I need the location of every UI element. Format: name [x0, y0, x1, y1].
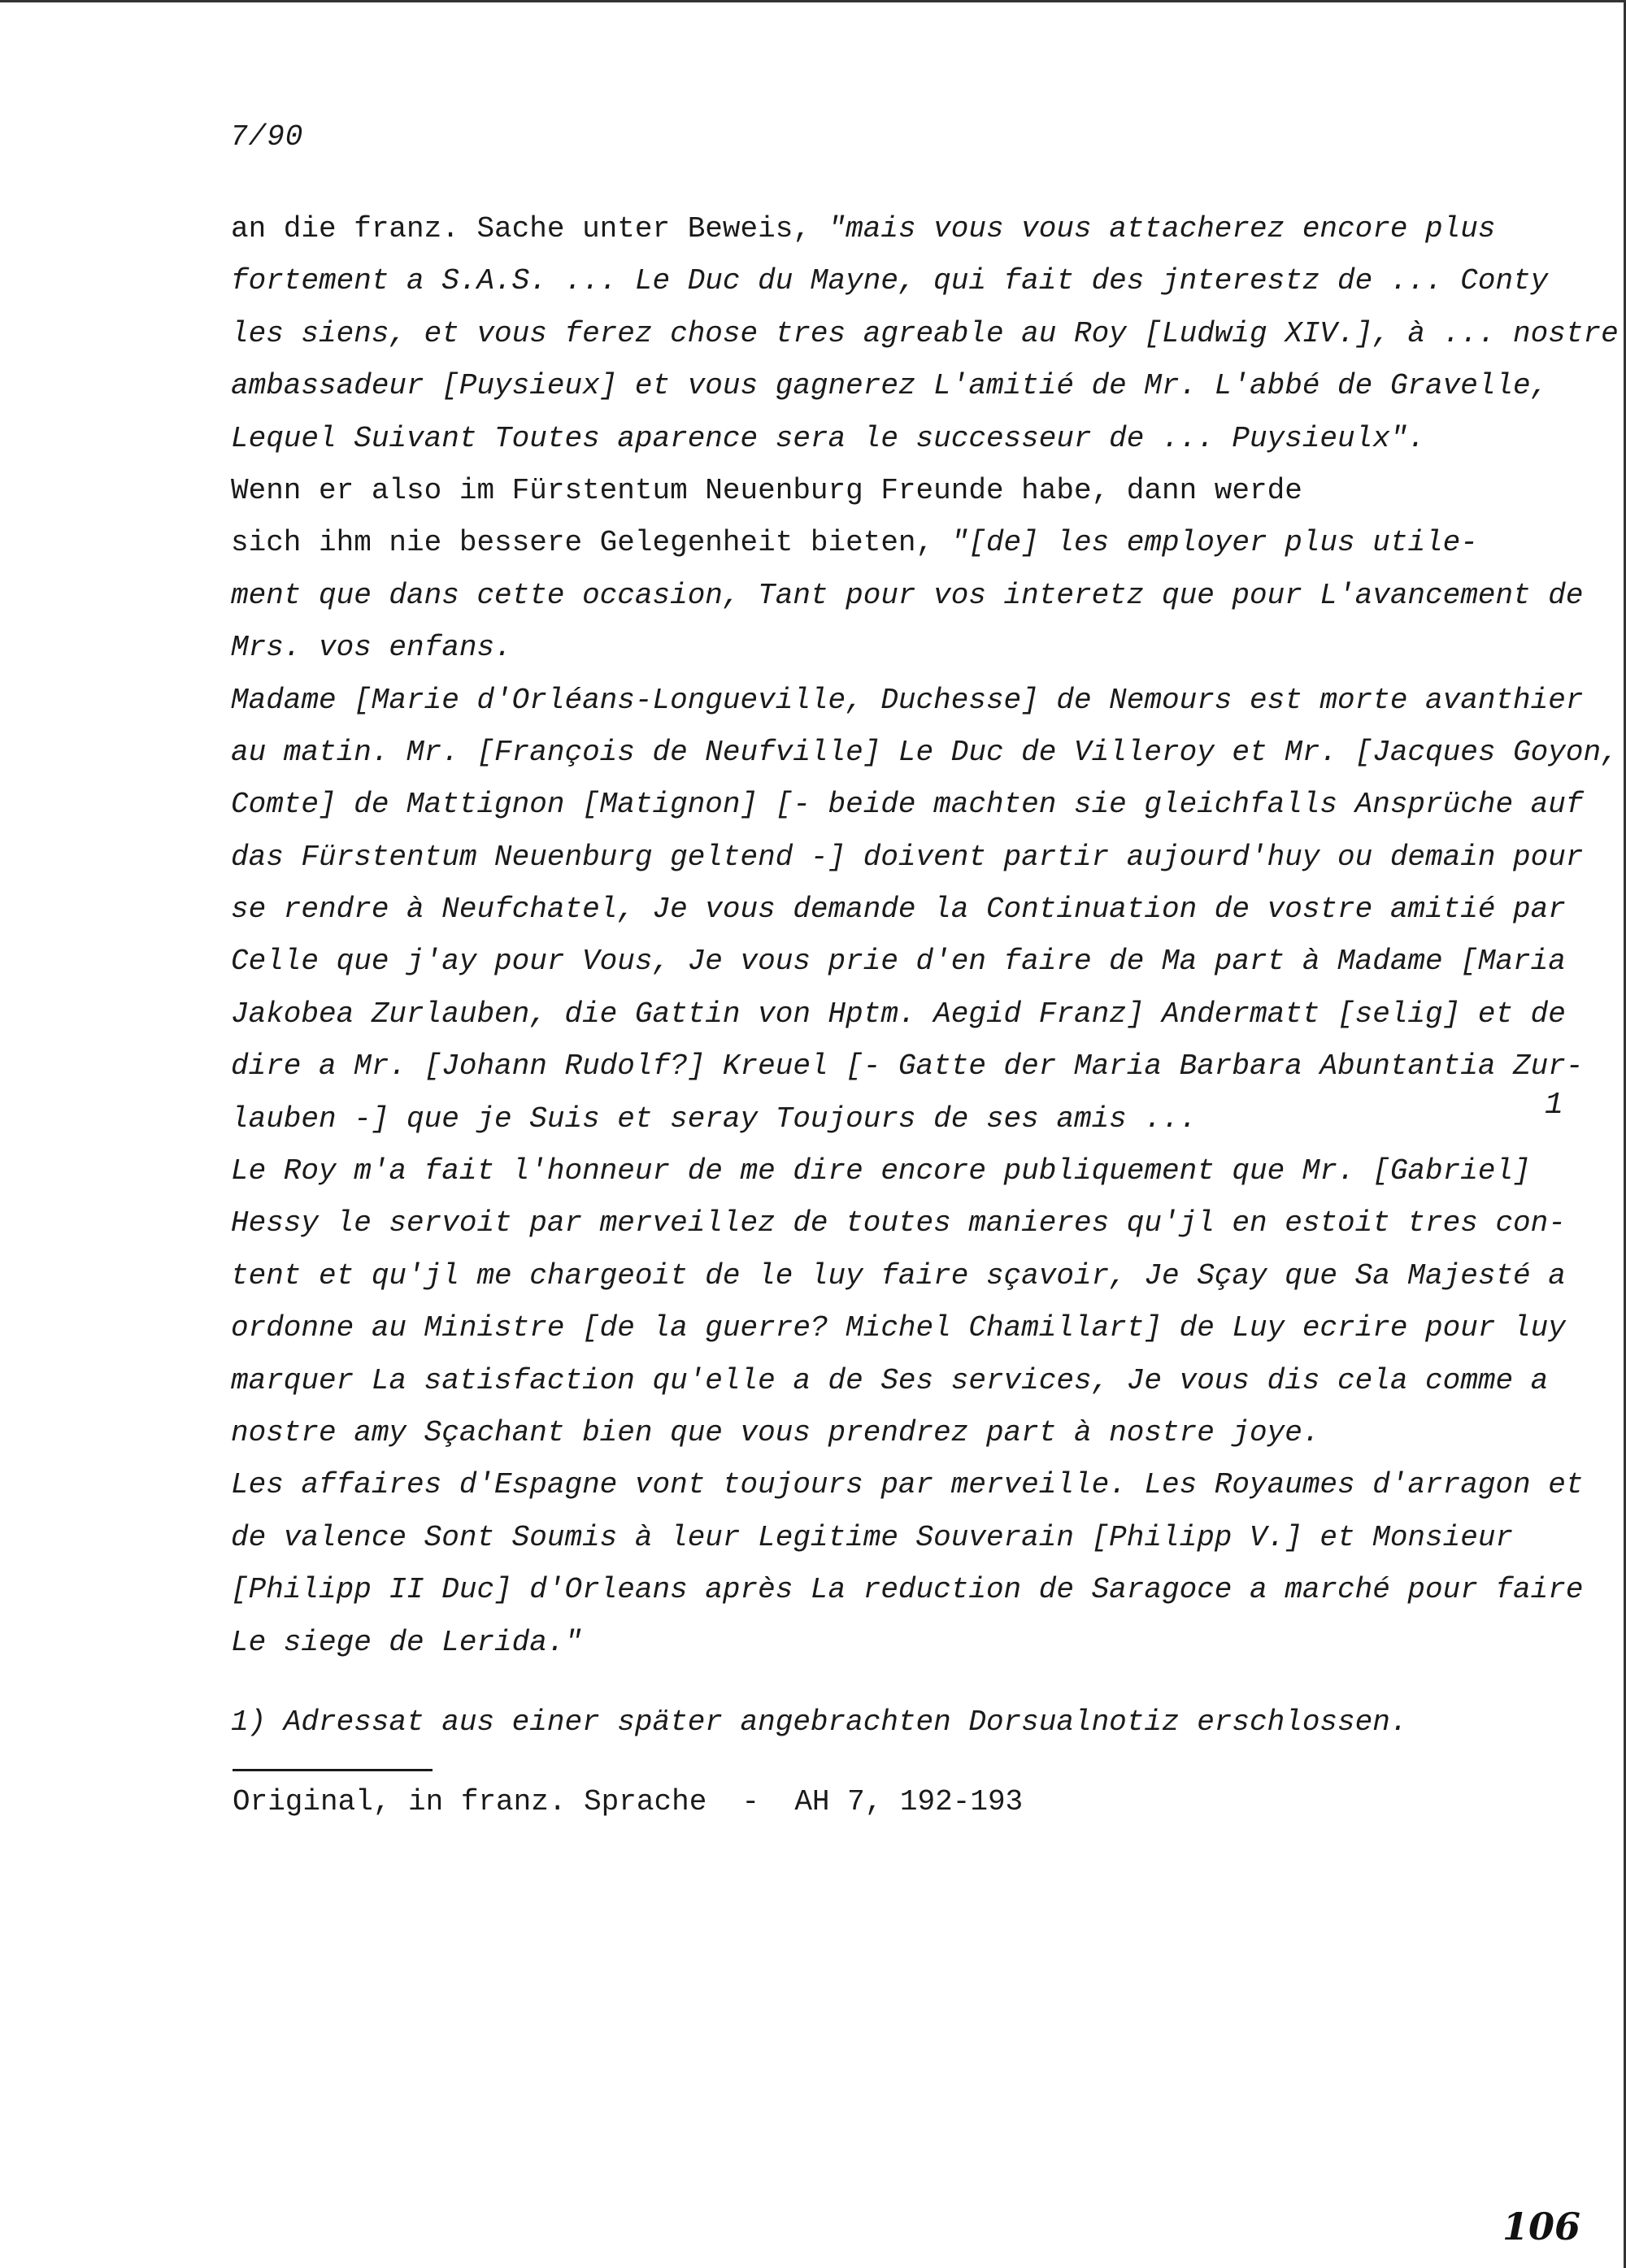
text-segment: an die franz. Sache unter Beweis,	[231, 212, 828, 245]
text-line	[231, 1617, 1532, 1669]
text-line	[231, 832, 1584, 884]
italic-quote-segment: fortement a S.A.S. ... Le Duc du Mayne, qui fait des jnterestz de ... Conty	[231, 264, 1549, 298]
italic-quote-segment: das Fürstentum Neuenburg geltend -] doivent partir aujourd'huy ou demain pour	[231, 840, 1584, 874]
text-line	[231, 1145, 1532, 1197]
text-line	[231, 1250, 1566, 1302]
text-line	[231, 1512, 1532, 1564]
italic-quote-segment: "mais vous vous attacherez encore plus	[828, 212, 1496, 245]
italic-quote-segment: ment que dans cette occasion, Tant pour vos interetz que pour L'avancement de	[231, 578, 1584, 612]
body-text	[231, 203, 1619, 1749]
italic-quote-segment: de valence Sont Soumis à leur Legitime Souverain [Philipp V.] et Monsieur	[231, 1520, 1514, 1554]
text-line	[231, 1407, 1532, 1459]
source-reference: Original, in franz. Sprache - AH 7, 192-193	[233, 1785, 1024, 1818]
italic-quote-segment: 1) Adressat aus einer später angebrachten Dorsualnotiz erschlossen.	[231, 1705, 1408, 1739]
italic-quote-segment: Les affaires d'Espagne vont toujours par merveille. Les Royaumes d'arragon et	[231, 1468, 1584, 1502]
text-line	[231, 1197, 1566, 1249]
text-line	[231, 675, 1584, 727]
italic-quote-segment: ordonne au Ministre [de la guerre? Michel Chamillart] de Luy ecrire pour luy	[231, 1311, 1566, 1345]
margin-footnote-mark: 1	[1545, 1088, 1563, 1123]
text-line	[231, 255, 1549, 307]
text-line	[231, 570, 1584, 622]
text-line	[231, 360, 1549, 412]
text-line	[231, 1697, 1532, 1749]
text-line	[231, 622, 1532, 674]
italic-quote-segment: nostre amy Sçachant bien que vous prendrez part à nostre joye.	[231, 1415, 1320, 1449]
page-border-top	[0, 0, 1626, 2]
text-line	[231, 936, 1566, 988]
text-line	[231, 1459, 1584, 1511]
text-segment: Wenn er also im Fürstentum Neuenburg Freunde habe, dann werde	[231, 473, 1302, 507]
footnote-rule	[233, 1769, 433, 1771]
italic-quote-segment: Le siege de Lerida."	[231, 1625, 583, 1659]
text-line	[231, 203, 1532, 255]
italic-quote-segment: Le Roy m'a fait l'honneur de me dire encore publiquement que Mr. [Gabriel]	[231, 1154, 1531, 1188]
italic-quote-segment: Lequel Suivant Toutes aparence sera le successeur de ... Puysieulx".	[231, 421, 1426, 455]
text-line	[231, 465, 1532, 517]
italic-quote-segment: les siens, et vous ferez chose tres agreable au Roy [Ludwig XIV.], à ... nostre	[231, 316, 1619, 350]
italic-quote-segment: lauben -] que je Suis et seray Toujours de ses amis ...	[231, 1101, 1198, 1136]
text-line	[231, 308, 1619, 360]
handwritten-folio-number: 106	[1502, 2205, 1581, 2248]
italic-quote-segment: Jakobea Zurlauben, die Gattin von Hptm. Aegid Franz] Andermatt [selig] et de	[231, 997, 1566, 1031]
italic-quote-segment: se rendre à Neufchatel, Je vous demande la Continuation de vostre amitié par	[231, 893, 1566, 927]
italic-quote-segment: Mrs. vos enfans.	[231, 631, 512, 665]
italic-quote-segment: Celle que j'ay pour Vous, Je vous prie d'en faire de Ma part à Madame [Maria	[231, 945, 1566, 979]
text-line	[231, 779, 1584, 831]
italic-quote-segment: au matin. Mr. [François de Neufville] Le Duc de Villeroy et Mr. [Jacques Goyon,	[231, 735, 1619, 769]
italic-quote-segment: Madame [Marie d'Orléans-Longueville, Duchesse] de Nemours est morte avanthier	[231, 683, 1584, 717]
text-segment: sich ihm nie bessere Gelegenheit bieten,	[231, 526, 951, 560]
italic-quote-segment: tent et qu'jl me chargeoit de le luy faire sçavoir, Je Sçay que Sa Majesté a	[231, 1258, 1566, 1293]
text-line	[231, 413, 1532, 465]
italic-quote-segment: Hessy le servoit par merveillez de toutes manieres qu'jl en estoit tres con-	[231, 1206, 1566, 1240]
text-line	[231, 884, 1566, 936]
text-line	[231, 1355, 1549, 1407]
page-number: 7/90	[230, 120, 304, 154]
italic-quote-segment: "[de] les employer plus utile-	[950, 526, 1478, 560]
text-line	[231, 517, 1532, 569]
italic-quote-segment: Comte] de Mattignon [Matignon] [- beide machten sie gleichfalls Ansprüche auf	[231, 788, 1584, 822]
italic-quote-segment: ambassadeur [Puysieux] et vous gagnerez L'amitié de Mr. L'abbé de Gravelle,	[231, 369, 1549, 403]
text-line	[231, 727, 1619, 779]
italic-quote-segment: dire a Mr. [Johann Rudolf?] Kreuel [- Gatte der Maria Barbara Abuntantia Zur-	[231, 1049, 1584, 1084]
text-line	[231, 1302, 1566, 1354]
paragraph-gap	[231, 1669, 1532, 1697]
text-line	[231, 988, 1566, 1041]
italic-quote-segment: [Philipp II Duc] d'Orleans après La reduction de Saragoce a marché pour faire	[231, 1573, 1584, 1607]
text-line	[231, 1093, 1532, 1145]
italic-quote-segment: marquer La satisfaction qu'elle a de Ses services, Je vous dis cela comme a	[231, 1363, 1549, 1397]
text-line	[231, 1564, 1584, 1616]
text-line	[231, 1041, 1584, 1093]
